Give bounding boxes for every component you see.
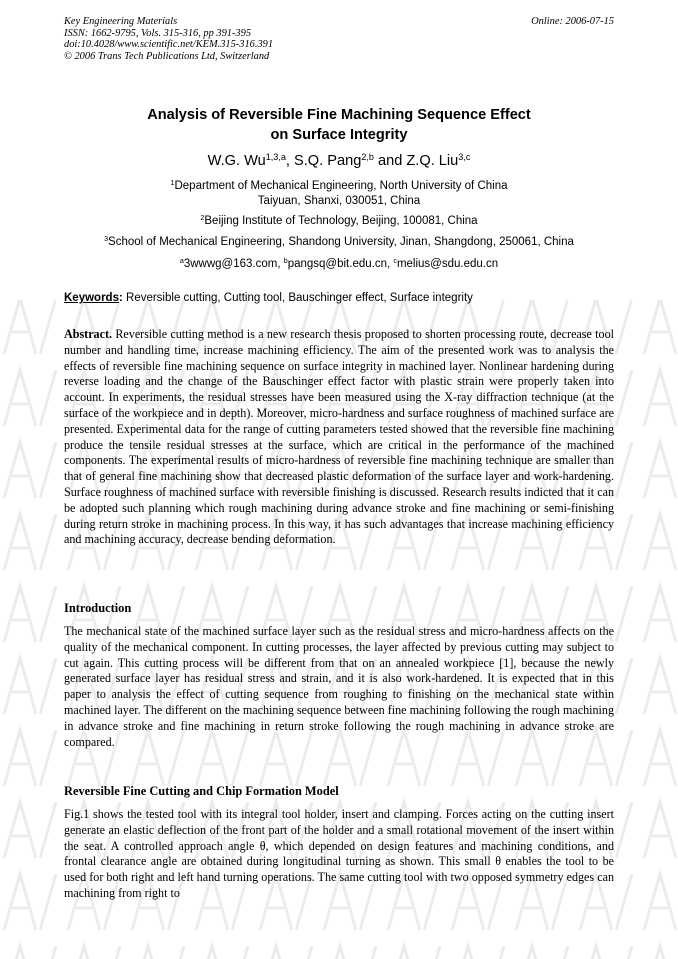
journal-header — [64, 16, 614, 62]
section-heading-introduction: Introduction — [64, 601, 132, 615]
journal-issn: ISSN: 1662-9795, Vols. 315-316, pp 391-395 — [64, 27, 252, 39]
section-heading-chip-formation: Reversible Fine Cutting and Chip Formation Model — [64, 784, 339, 798]
author-superscript: 2,b — [361, 152, 374, 163]
email-marker: b — [283, 257, 288, 266]
email-address[interactable]: 3wwwg@163.com, — [183, 258, 284, 270]
email-marker: a — [179, 257, 184, 266]
author-separator: and — [373, 153, 407, 169]
keywords-text: Reversible cutting, Cutting tool, Bauschinger effect, Surface integrity — [122, 292, 473, 304]
affiliation-2 — [0, 214, 678, 229]
title-line-1: Analysis of Reversible Fine Machining Sequence Effect — [147, 107, 531, 123]
affiliation-number: 2 — [200, 214, 205, 223]
affiliation-line: Taiyuan, Shanxi, 030051, China — [257, 194, 421, 207]
affiliation-number: 1 — [170, 179, 175, 188]
author-name: S.Q. Pang — [293, 153, 362, 169]
keywords-colon: : — [118, 292, 123, 304]
affiliation-line: Department of Mechanical Engineering, North University of China — [174, 180, 508, 192]
title-line-2: on Surface Integrity — [270, 127, 408, 143]
journal-name: Key Engineering Materials — [64, 16, 178, 27]
section-text-introduction: The mechanical state of the machined surface layer such as the residual stress and micro-hardness affects on the quality of the mechanical component. In cutting processes, the layer affected by previous cutting may subject to cut again. This cutting process will be different from that on an annealed workpiece [1], because the newly generated surface layer has residual stress and strain, and it is also work-hardened. It is expected that in this paper to analysis the effect of cutting sequence from roughing to finishing on the mechanical state within machined layer. The different on the machining sequence between fine machining following the rough machining in advance stroke and fine machining in return stroke following the rough machining in advance stroke are compared. — [64, 624, 614, 749]
email-list — [0, 257, 678, 272]
affiliation-number: 3 — [104, 235, 109, 244]
email-marker: c — [393, 257, 397, 266]
abstract-label: Abstract. — [64, 327, 113, 341]
keywords-label: Keywords — [64, 292, 119, 304]
journal-copyright: © 2006 Trans Tech Publications Ltd, Switzerland — [64, 50, 270, 62]
affiliation-1 — [0, 179, 678, 208]
author-name: W.G. Wu — [207, 153, 266, 169]
section-text-chip-formation: Fig.1 shows the tested tool with its integral tool holder, insert and clamping. Forces acting on the cutting insert generate an elastic deflection of the front part of the holder and a small rotational movement of the insert within the seat. A controlled approach angle θ, which depended on design features and machining conditions, and frontal clearance angle are obtained during longitudinal turning as shown. This small θ enables the tool to be used for both right and left hand turning operations. The same cutting tool with two opposed symmetry edges can machining from right to — [64, 807, 614, 900]
abstract-text: Reversible cutting method is a new research thesis proposed to shorten processing route, decrease tool number and handling time, increase machining efficiency. The aim of the presented work was to analysis the effects of reversible fine machining sequence on surface integrity in machined layer. Nonlinear hardening during reverse loading and the change of the Bauschinger effect factor with plastic strain were properly taken into account. In experiments, the residual stresses have been measured using the X-ray diffraction technique (at the surface of the workpiece and in depth). Moreover, micro-hardness and surface roughness of machined surface are presented. Experimental data for the range of cutting parameters tested showed that the reversible fine machining produce the tensile residual stresses at the surface, which are critical in the performance of the machined components. The experimental results of micro-hardness of reversible fine machining technique are smaller than that of general fine machining show that decreased plastic deformation of the surface layer and work-hardening. Surface roughness of machined surface with reversible finishing is discussed. Research results indicted that it can be adopted such planning which rough machining during advance stroke and fine machining or semi-finishing during return stroke in machining process. In this way, it has such advantages that increase machining efficiency and machining accuracy, decrease bending deformation. — [64, 327, 614, 547]
author-superscript: 3,c — [458, 152, 471, 163]
online-date: Online: 2006-07-15 — [531, 16, 614, 27]
abstract — [64, 327, 614, 548]
keywords — [64, 292, 473, 304]
author-list — [0, 153, 678, 169]
email-address[interactable]: melius@sdu.edu.cn — [396, 258, 499, 270]
journal-doi: doi:10.4028/www.scientific.net/KEM.315-316.391 — [64, 39, 274, 51]
affiliation-3 — [0, 235, 678, 250]
author-name: Z.Q. Liu — [406, 153, 459, 169]
paper-title — [0, 105, 678, 145]
author-separator: , — [285, 153, 294, 169]
affiliation-line: School of Mechanical Engineering, Shandong University, Jinan, Shangdong, 250061, China — [108, 236, 574, 248]
author-superscript: 1,3,a — [265, 152, 286, 163]
affiliation-line: Beijing Institute of Technology, Beijing, 100081, China — [204, 215, 478, 227]
email-address[interactable]: pangsq@bit.edu.cn, — [287, 258, 394, 270]
